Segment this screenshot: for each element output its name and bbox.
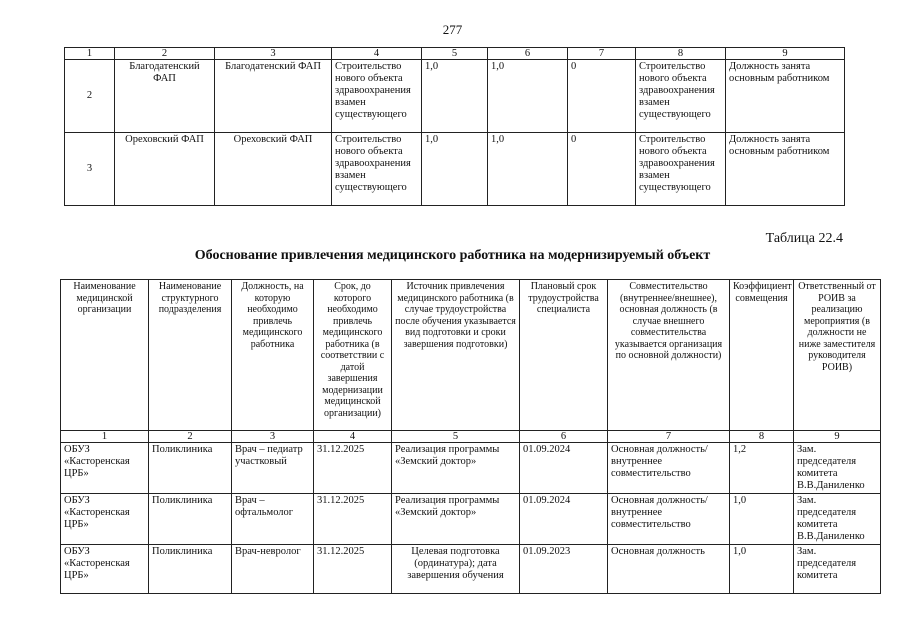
table-row bbox=[65, 60, 845, 133]
table-cell: Благодатенский ФАП bbox=[115, 60, 215, 133]
column-number: 6 bbox=[520, 431, 608, 443]
column-header: Должность, на которую необходимо привлечь медицинского работника bbox=[232, 280, 314, 431]
table-cell: Реализация программы «Земский доктор» bbox=[392, 443, 520, 494]
top-header-cell: 3 bbox=[215, 48, 332, 60]
table-cell: 31.12.2025 bbox=[314, 494, 392, 545]
table-cell: Должность занята основным работником bbox=[726, 60, 845, 133]
table-cell: Зам. председателя комитета В.В.Даниленко bbox=[794, 494, 881, 545]
table-cell: Строительство нового объекта здравоохранения взамен существующего bbox=[332, 60, 422, 133]
main-table-header-row bbox=[61, 280, 881, 431]
top-header-cell: 8 bbox=[636, 48, 726, 60]
top-header-cell: 6 bbox=[488, 48, 568, 60]
table-row bbox=[65, 133, 845, 206]
column-number: 2 bbox=[149, 431, 232, 443]
row-number: 2 bbox=[65, 60, 115, 133]
table-cell: Основная должность bbox=[608, 545, 730, 594]
main-table bbox=[60, 279, 881, 594]
table-cell: 01.09.2024 bbox=[520, 443, 608, 494]
column-number: 9 bbox=[794, 431, 881, 443]
row-number: 3 bbox=[65, 133, 115, 206]
table-cell: ОБУЗ «Касторенская ЦРБ» bbox=[61, 494, 149, 545]
top-header-cell: 5 bbox=[422, 48, 488, 60]
table-cell: Поликлиника bbox=[149, 443, 232, 494]
table-cell: Основная должность/внутреннее совместительство bbox=[608, 443, 730, 494]
table-cell: 0 bbox=[568, 60, 636, 133]
table-label: Таблица 22.4 bbox=[765, 231, 843, 246]
table-row bbox=[61, 494, 881, 545]
table-cell: 01.09.2023 bbox=[520, 545, 608, 594]
table-cell: Целевая подготовка (ординатура); дата завершения обучения bbox=[392, 545, 520, 594]
table-cell: 1,0 bbox=[422, 60, 488, 133]
table-cell: Ореховский ФАП bbox=[215, 133, 332, 206]
table-cell: Поликлиника bbox=[149, 494, 232, 545]
column-header: Наименование структурного подразделения bbox=[149, 280, 232, 431]
column-number: 7 bbox=[608, 431, 730, 443]
column-number-row bbox=[61, 431, 881, 443]
column-header: Наименование медицинской организации bbox=[61, 280, 149, 431]
table-cell: Поликлиника bbox=[149, 545, 232, 594]
top-header-cell: 7 bbox=[568, 48, 636, 60]
table-cell: Благодатенский ФАП bbox=[215, 60, 332, 133]
top-header-cell: 4 bbox=[332, 48, 422, 60]
table-cell: 31.12.2025 bbox=[314, 443, 392, 494]
table-cell: 01.09.2024 bbox=[520, 494, 608, 545]
table-cell: 1,0 bbox=[488, 60, 568, 133]
column-number: 8 bbox=[730, 431, 794, 443]
column-number: 4 bbox=[314, 431, 392, 443]
table-cell: ОБУЗ «Касторенская ЦРБ» bbox=[61, 443, 149, 494]
table-cell: 0 bbox=[568, 133, 636, 206]
top-header-cell: 2 bbox=[115, 48, 215, 60]
page-number: 277 bbox=[442, 22, 463, 37]
top-table bbox=[64, 47, 845, 206]
top-header-cell: 9 bbox=[726, 48, 845, 60]
table-cell: Ореховский ФАП bbox=[115, 133, 215, 206]
table-cell: Реализация программы «Земский доктор» bbox=[392, 494, 520, 545]
top-table-header-row bbox=[65, 48, 845, 60]
column-header: Срок, до которого необходимо привлечь медицинского работника (в соответствии с датой завершения модернизации медицинской организации) bbox=[314, 280, 392, 431]
column-header: Плановый срок трудоустройства специалиста bbox=[520, 280, 608, 431]
table-cell: Строительство нового объекта здравоохранения взамен существующего bbox=[636, 133, 726, 206]
column-header: Совместительство (внутреннее/внешнее), основная должность (в случае внешнего совместительства указывается организация по основной должности) bbox=[608, 280, 730, 431]
table-cell: 1,0 bbox=[730, 545, 794, 594]
column-header: Коэффициент совмещения bbox=[730, 280, 794, 431]
table-row bbox=[61, 545, 881, 594]
table-cell: 1,0 bbox=[730, 494, 794, 545]
table-cell: ОБУЗ «Касторенская ЦРБ» bbox=[61, 545, 149, 594]
document-title: Обоснование привлечения медицинского работника на модернизируемый объект bbox=[194, 248, 711, 263]
table-row bbox=[61, 443, 881, 494]
table-cell: Врач – педиатр участковый bbox=[232, 443, 314, 494]
table-cell: 1,0 bbox=[488, 133, 568, 206]
table-cell: Зам. председателя комитета bbox=[794, 545, 881, 594]
column-header: Источник привлечения медицинского работника (в случае трудоустройства после обучения указывается вид подготовки и сроки завершения подготовки) bbox=[392, 280, 520, 431]
table-cell: Врач-невролог bbox=[232, 545, 314, 594]
table-cell: Врач – офтальмолог bbox=[232, 494, 314, 545]
table-cell: Строительство нового объекта здравоохранения взамен существующего bbox=[636, 60, 726, 133]
column-header: Ответственный от РОИВ за реализацию мероприятия (в должности не ниже заместителя руководителя РОИВ) bbox=[794, 280, 881, 431]
table-cell: 1,2 bbox=[730, 443, 794, 494]
table-cell: Строительство нового объекта здравоохранения взамен существующего bbox=[332, 133, 422, 206]
table-cell: Должность занята основным работником bbox=[726, 133, 845, 206]
table-cell: Зам. председателя комитета В.В.Даниленко bbox=[794, 443, 881, 494]
top-header-cell: 1 bbox=[65, 48, 115, 60]
table-cell: 31.12.2025 bbox=[314, 545, 392, 594]
table-cell: Основная должность/внутреннее совместительство bbox=[608, 494, 730, 545]
column-number: 3 bbox=[232, 431, 314, 443]
column-number: 1 bbox=[61, 431, 149, 443]
column-number: 5 bbox=[392, 431, 520, 443]
table-cell: 1,0 bbox=[422, 133, 488, 206]
